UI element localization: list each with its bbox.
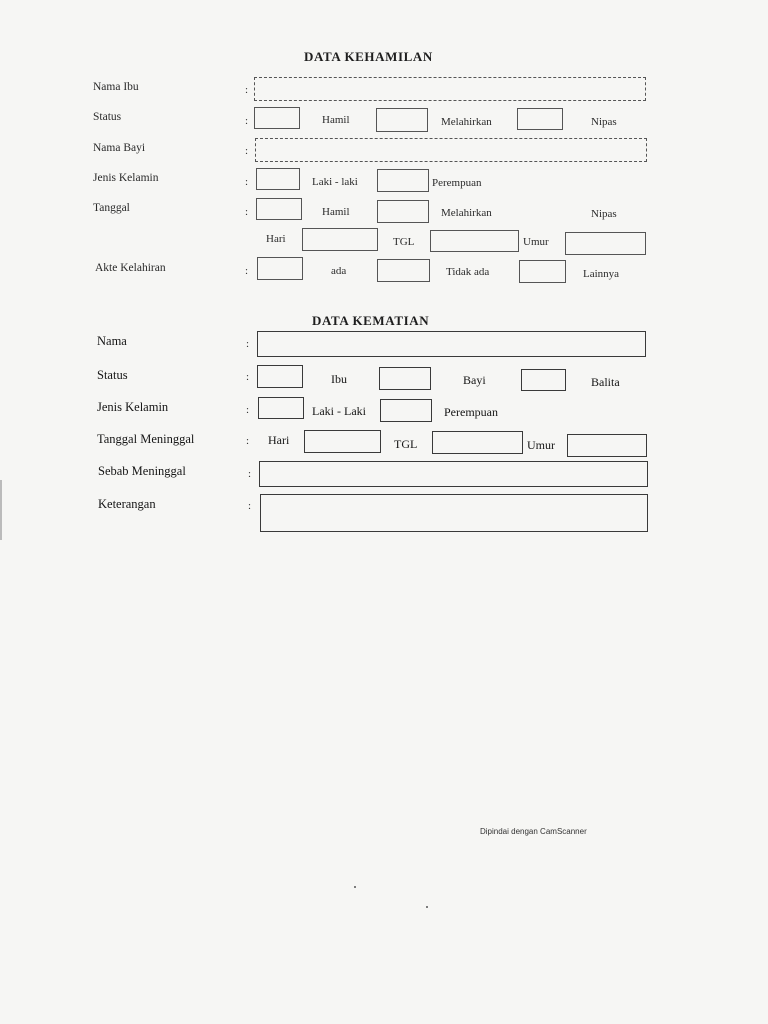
colon: : (248, 468, 252, 480)
option-perempuan: Perempuan (432, 177, 482, 189)
option-laki-kematian: Laki - Laki (312, 404, 366, 418)
colon: : (246, 404, 250, 416)
label-tanggal: Tanggal (93, 202, 130, 214)
status-ibu-checkbox[interactable] (257, 365, 303, 388)
option-lainnya: Lainnya (583, 268, 620, 280)
label-nama: Nama (97, 334, 127, 348)
option-ibu: Ibu (331, 372, 347, 386)
label-nama-bayi: Nama Bayi (93, 142, 146, 154)
option-hamil: Hamil (322, 114, 350, 126)
option-nipas: Nipas (591, 116, 617, 128)
label-keterangan: Keterangan (98, 497, 156, 511)
umur-kematian-field[interactable] (567, 434, 647, 457)
colon: : (245, 115, 249, 127)
colon: : (245, 145, 249, 157)
colon: : (248, 500, 252, 512)
hari-field[interactable] (302, 228, 378, 251)
option-tanggal-hamil: Hamil (322, 206, 350, 218)
status-melahirkan-checkbox[interactable] (376, 108, 428, 132)
label-status: Status (93, 111, 122, 123)
status-balita-checkbox[interactable] (521, 369, 566, 391)
scan-edge-mark (0, 480, 2, 540)
option-tanggal-melahirkan: Melahirkan (441, 207, 492, 219)
status-bayi-checkbox[interactable] (379, 367, 431, 390)
tanggal-hamil-checkbox[interactable] (256, 198, 302, 220)
label-hari: Hari (266, 233, 286, 245)
option-bayi: Bayi (463, 373, 486, 387)
option-laki: Laki - laki (312, 176, 358, 188)
option-melahirkan: Melahirkan (441, 116, 492, 128)
tgl-kematian-field[interactable] (432, 431, 523, 454)
nama-bayi-field[interactable] (255, 138, 647, 162)
akte-ada-checkbox[interactable] (257, 257, 303, 280)
label-akte: Akte Kelahiran (95, 262, 166, 274)
status-hamil-checkbox[interactable] (254, 107, 300, 129)
option-tidak-ada: Tidak ada (446, 266, 490, 278)
sebab-meninggal-field[interactable] (259, 461, 648, 487)
colon: : (245, 265, 249, 277)
label-umur: Umur (523, 236, 549, 248)
option-ada: ada (331, 265, 347, 277)
label-nama-ibu: Nama Ibu (93, 81, 139, 93)
colon: : (245, 84, 249, 96)
tanggal-melahirkan-checkbox[interactable] (377, 200, 429, 223)
status-nipas-checkbox[interactable] (517, 108, 563, 130)
jk-laki-kematian-checkbox[interactable] (258, 397, 304, 419)
umur-field[interactable] (565, 232, 646, 255)
label-status-kematian: Status (97, 368, 128, 382)
label-tanggal-meninggal: Tanggal Meninggal (97, 432, 195, 446)
label-jenis-kelamin-kematian: Jenis Kelamin (97, 400, 169, 414)
nama-field[interactable] (257, 331, 646, 357)
kematian-title: DATA KEMATIAN (312, 313, 430, 328)
label-jenis-kelamin: Jenis Kelamin (93, 172, 159, 184)
label-umur-kematian: Umur (527, 438, 555, 452)
camscanner-footer: Dipindai dengan CamScanner (480, 827, 587, 836)
tgl-field[interactable] (430, 230, 519, 252)
akte-lainnya-checkbox[interactable] (519, 260, 566, 283)
akte-tidak-ada-checkbox[interactable] (377, 259, 430, 282)
option-tanggal-nipas: Nipas (591, 208, 617, 220)
colon: : (245, 206, 249, 218)
label-sebab-meninggal: Sebab Meninggal (98, 464, 186, 478)
hari-kematian-field[interactable] (304, 430, 381, 453)
scan-speck (354, 886, 356, 888)
scan-speck (426, 906, 428, 908)
colon: : (246, 338, 250, 350)
colon: : (246, 371, 250, 383)
kehamilan-title: DATA KEHAMILAN (304, 49, 433, 64)
jk-perempuan-checkbox[interactable] (377, 169, 429, 192)
keterangan-field[interactable] (260, 494, 648, 532)
label-tgl: TGL (393, 236, 415, 248)
option-perempuan-kematian: Perempuan (444, 405, 498, 419)
colon: : (245, 176, 249, 188)
colon: : (246, 435, 250, 447)
option-balita: Balita (591, 375, 620, 389)
jk-perempuan-kematian-checkbox[interactable] (380, 399, 432, 422)
label-hari-kematian: Hari (268, 433, 290, 447)
nama-ibu-field[interactable] (254, 77, 646, 101)
jk-laki-checkbox[interactable] (256, 168, 300, 190)
label-tgl-kematian: TGL (394, 437, 418, 451)
